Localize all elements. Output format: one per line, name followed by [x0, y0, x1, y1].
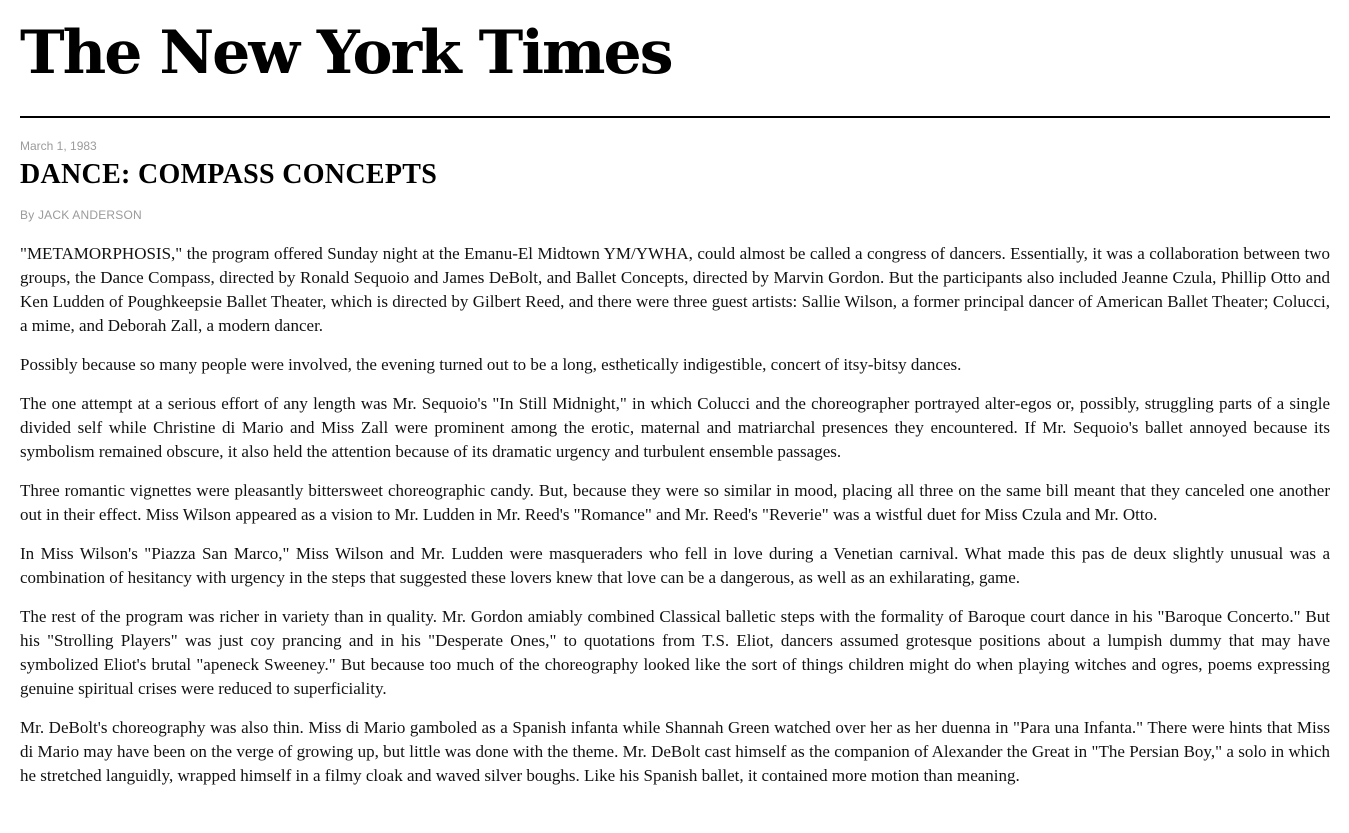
article-text — [20, 242, 1330, 788]
masthead-divider — [20, 116, 1330, 118]
article-paragraph-4: Three romantic vignettes were pleasantly bittersweet choreographic candy. But, because they were so similar in mood, placing all three on the same bill meant that they canceled one another out in their effect. Miss Wilson appeared as a vision to Mr. Ludden in Mr. Reed's "Romance" and Mr. Reed's "Reverie" was a wistful duet for Miss Czula and Mr. Otto. — [20, 481, 1330, 524]
article-paragraph-6: The rest of the program was richer in variety than in quality. Mr. Gordon amiably combined Classical balletic steps with the formality of Baroque court dance in his "Baroque Concerto." But his "Strolling Players" was just coy prancing and in his "Desperate Ones," to quotations from T.S. Eliot, dancers assumed grotesque positions about a lumpish dummy that may have symbolized Eliot's brutal "apeneck Sweeney." But because too much of the choreography looked like the sort of things children might do when playing witches and ogres, poems expressing genuine spiritual crises were reduced to superficiality. — [20, 607, 1330, 698]
article-paragraph-5: In Miss Wilson's "Piazza San Marco," Miss Wilson and Mr. Ludden were masqueraders who fell in love during a Venetian carnival. What made this pas de deux slightly unusual was a combination of hesitancy with urgency in the steps that suggested these lovers knew that love can be a dangerous, as well as an exhilarating, game. — [20, 544, 1330, 587]
article-paragraph-1: "METAMORPHOSIS," the program offered Sunday night at the Emanu-El Midtown YM/YWHA, could almost be called a congress of dancers. Essentially, it was a collaboration between two groups, the Dance Compass, directed by Ronald Sequoio and James DeBolt, and Ballet Concepts, directed by Marvin Gordon. But the participants also included Jeanne Czula, Phillip Otto and Ken Ludden of Poughkeepsie Ballet Theater, which is directed by Gilbert Reed, and there were three guest artists: Sallie Wilson, a former principal dancer of American Ballet Theater; Colucci, a mime, and Deborah Zall, a modern dancer. — [20, 244, 1330, 335]
article-paragraph-3: The one attempt at a serious effort of any length was Mr. Sequoio's "In Still Midnight," in which Colucci and the choreographer portrayed alter-egos or, possibly, struggling parts of a single divided self while Christine di Mario and Miss Zall were prominent among the erotic, maternal and matriarchal presences they encountered. If Mr. Sequoio's ballet annoyed because its symbolism remained obscure, it also held the attention because of its dramatic urgency and turbulent ensemble passages. — [20, 394, 1330, 461]
article-body — [20, 139, 1330, 788]
nyt-logo[interactable]: The New York Times — [20, 18, 672, 88]
masthead — [20, 10, 1330, 96]
article-byline: By JACK ANDERSON — [20, 208, 142, 222]
article-date: March 1, 1983 — [20, 139, 97, 153]
article-paragraph-2: Possibly because so many people were involved, the evening turned out to be a long, esthetically indigestible, concert of itsy-bitsy dances. — [20, 355, 962, 374]
article-headline: DANCE: COMPASS CONCEPTS — [20, 159, 438, 190]
article-paragraph-7: Mr. DeBolt's choreography was also thin. Miss di Mario gamboled as a Spanish infanta while Shannah Green watched over her as her duenna in "Para una Infanta." There were hints that Miss di Mario may have been on the verge of growing up, but little was done with the theme. Mr. DeBolt cast himself as the companion of Alexander the Great in "The Persian Boy," a solo in which he stretched languidly, wrapped himself in a filmy cloak and waved silver boughs. Like his Spanish ballet, it contained more motion than meaning. — [20, 718, 1330, 785]
